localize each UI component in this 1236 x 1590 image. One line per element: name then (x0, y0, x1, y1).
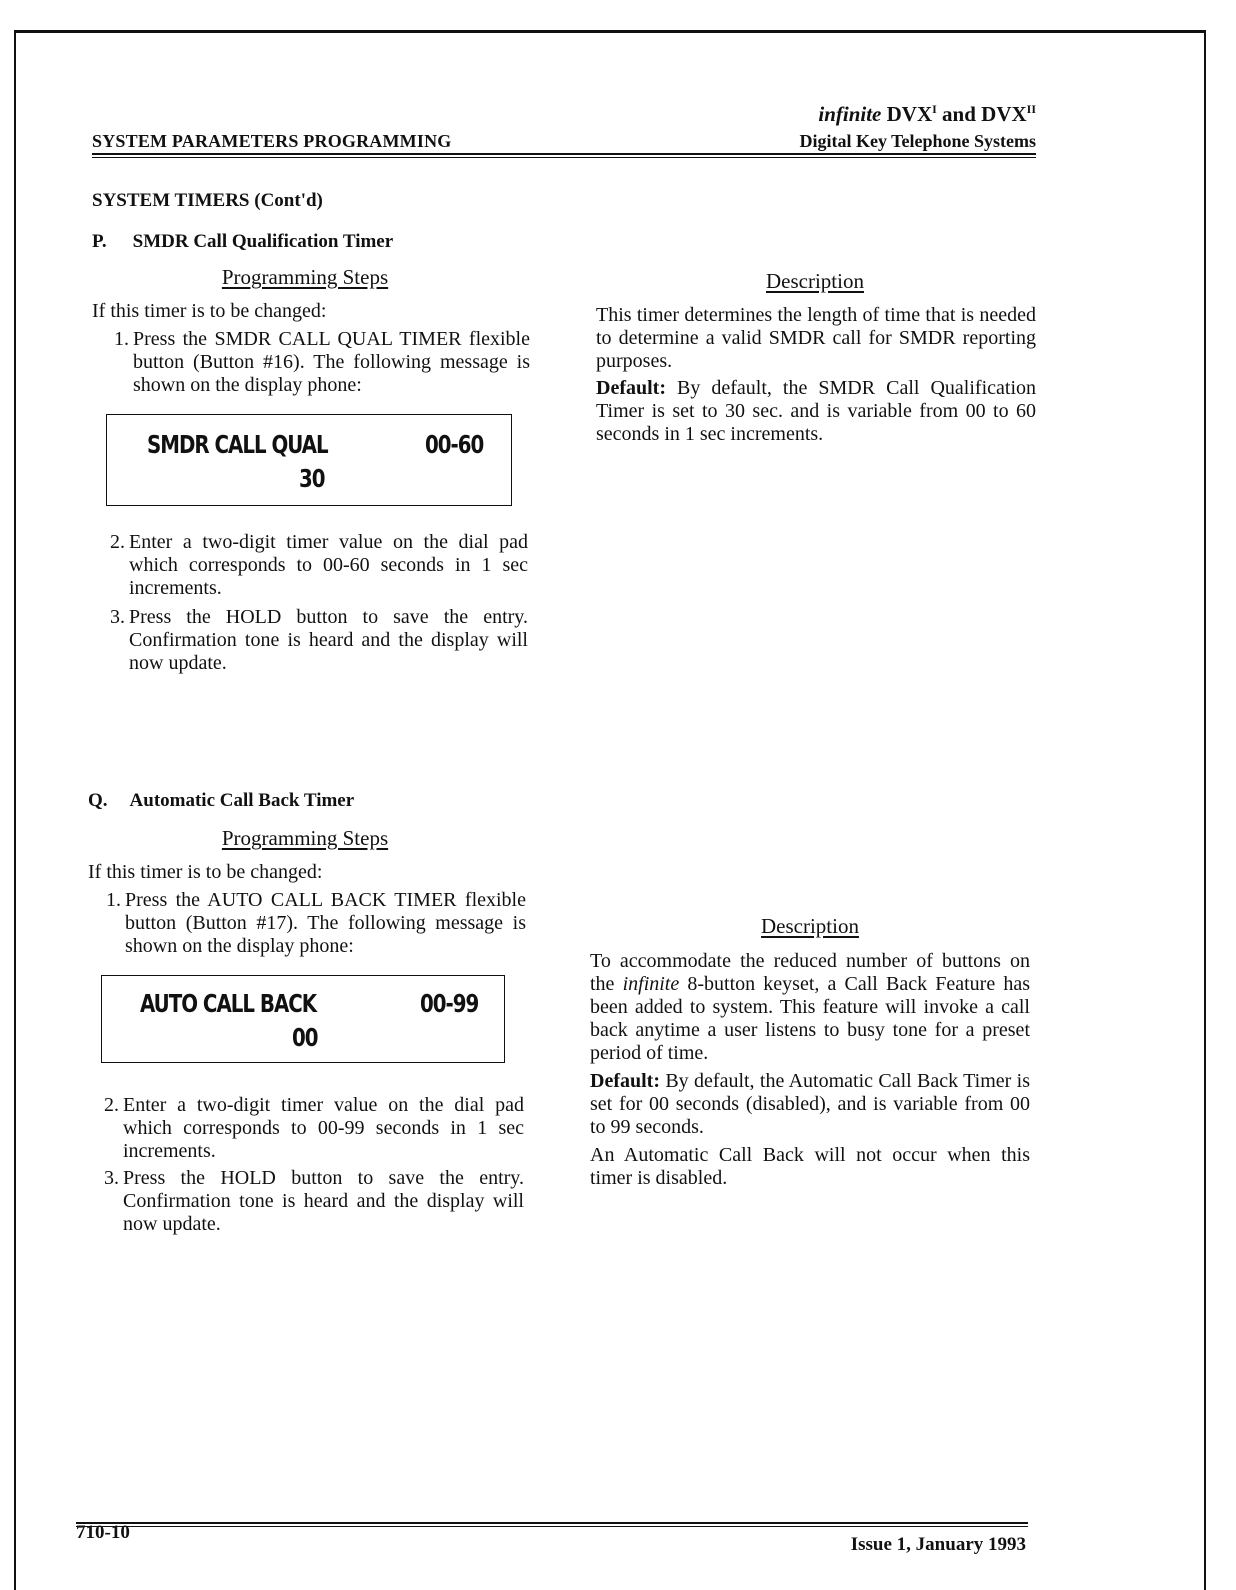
p-section-heading: P. SMDR Call Qualification Timer (92, 231, 394, 252)
p-default: Default: By default, the SMDR Call Qualification Timer is set to 30 sec. and is variable from 00 to 60 seconds in 1 sec increments. (596, 377, 1036, 445)
q-steps-heading: Programming Steps (221, 826, 389, 850)
p-display-screen (106, 414, 512, 506)
p-steps-heading: Programming Steps (221, 265, 389, 289)
q-display-label: AUTO CALL BACK (140, 990, 317, 1019)
footer-rule (76, 1522, 1028, 1524)
p-step-2: 2. Enter a two-digit timer value on the dial pad which corresponds to 00-60 seconds in 1 sec increments. (110, 531, 528, 599)
section-title: SYSTEM TIMERS (Cont'd) (92, 190, 323, 211)
footer-issue: Issue 1, January 1993 (850, 1534, 1026, 1555)
header-italic-infinite: infinite (818, 102, 882, 126)
p-step-1: 1. Press the SMDR CALL QUAL TIMER flexible button (Button #16). The following message is shown on the display phone: (114, 328, 530, 396)
p-display-range: 00-60 (425, 431, 484, 460)
q-default: Default: By default, the Automatic Call Back Timer is set for 00 seconds (disabled), and is variable from 00 to 99 seconds. (590, 1070, 1030, 1138)
page-top-border (14, 30, 1206, 33)
q-desc-heading: Description (761, 914, 859, 938)
q-display-screen (101, 975, 505, 1063)
p-display-value: 30 (299, 465, 325, 494)
page-right-border (1204, 30, 1206, 1590)
header-subtitle: Digital Key Telephone Systems (799, 131, 1036, 151)
q-display-value: 00 (292, 1024, 318, 1053)
page-left-border (14, 30, 16, 1590)
header-product-title: infinite $DVX^I$ and $DVX^{II}$ (818, 102, 1036, 126)
q-step-3: 3. Press the HOLD button to save the entry. Confirmation tone is heard and the display will now update. (104, 1167, 524, 1235)
header-section-name: SYSTEM PARAMETERS PROGRAMMING (92, 131, 452, 151)
q-note: An Automatic Call Back will not occur when this timer is disabled. (590, 1144, 1030, 1189)
q-section-heading: Q. Automatic Call Back Timer (88, 790, 355, 811)
p-desc-heading: Description (766, 269, 864, 293)
q-description: To accommodate the reduced number of buttons on the infinite 8-button keyset, a Call Back Feature has been added to system. This feature will invoke a call back anytime a user listens to busy tone for a preset period of time. (590, 950, 1030, 1064)
q-intro: If this timer is to be changed: (88, 861, 323, 883)
q-step-1: 1. Press the AUTO CALL BACK TIMER flexible button (Button #17). The following message is shown on the display phone: (106, 889, 526, 957)
header-rule-2 (92, 157, 1036, 158)
q-display-range: 00-99 (420, 990, 479, 1019)
p-display-label: SMDR CALL QUAL (147, 431, 328, 460)
p-description: This timer determines the length of time that is needed to determine a valid SMDR call for SMDR reporting purposes. (596, 304, 1036, 372)
footer-rule-2 (76, 1526, 1028, 1527)
footer-page-number: 710-10 (76, 1522, 130, 1543)
p-intro: If this timer is to be changed: (92, 300, 327, 322)
q-step-2: 2. Enter a two-digit timer value on the dial pad which corresponds to 00-99 seconds in 1 sec increments. (104, 1094, 524, 1162)
header-rule (92, 153, 1036, 155)
p-step-3: 3. Press the HOLD button to save the entry. Confirmation tone is heard and the display will now update. (110, 606, 528, 674)
